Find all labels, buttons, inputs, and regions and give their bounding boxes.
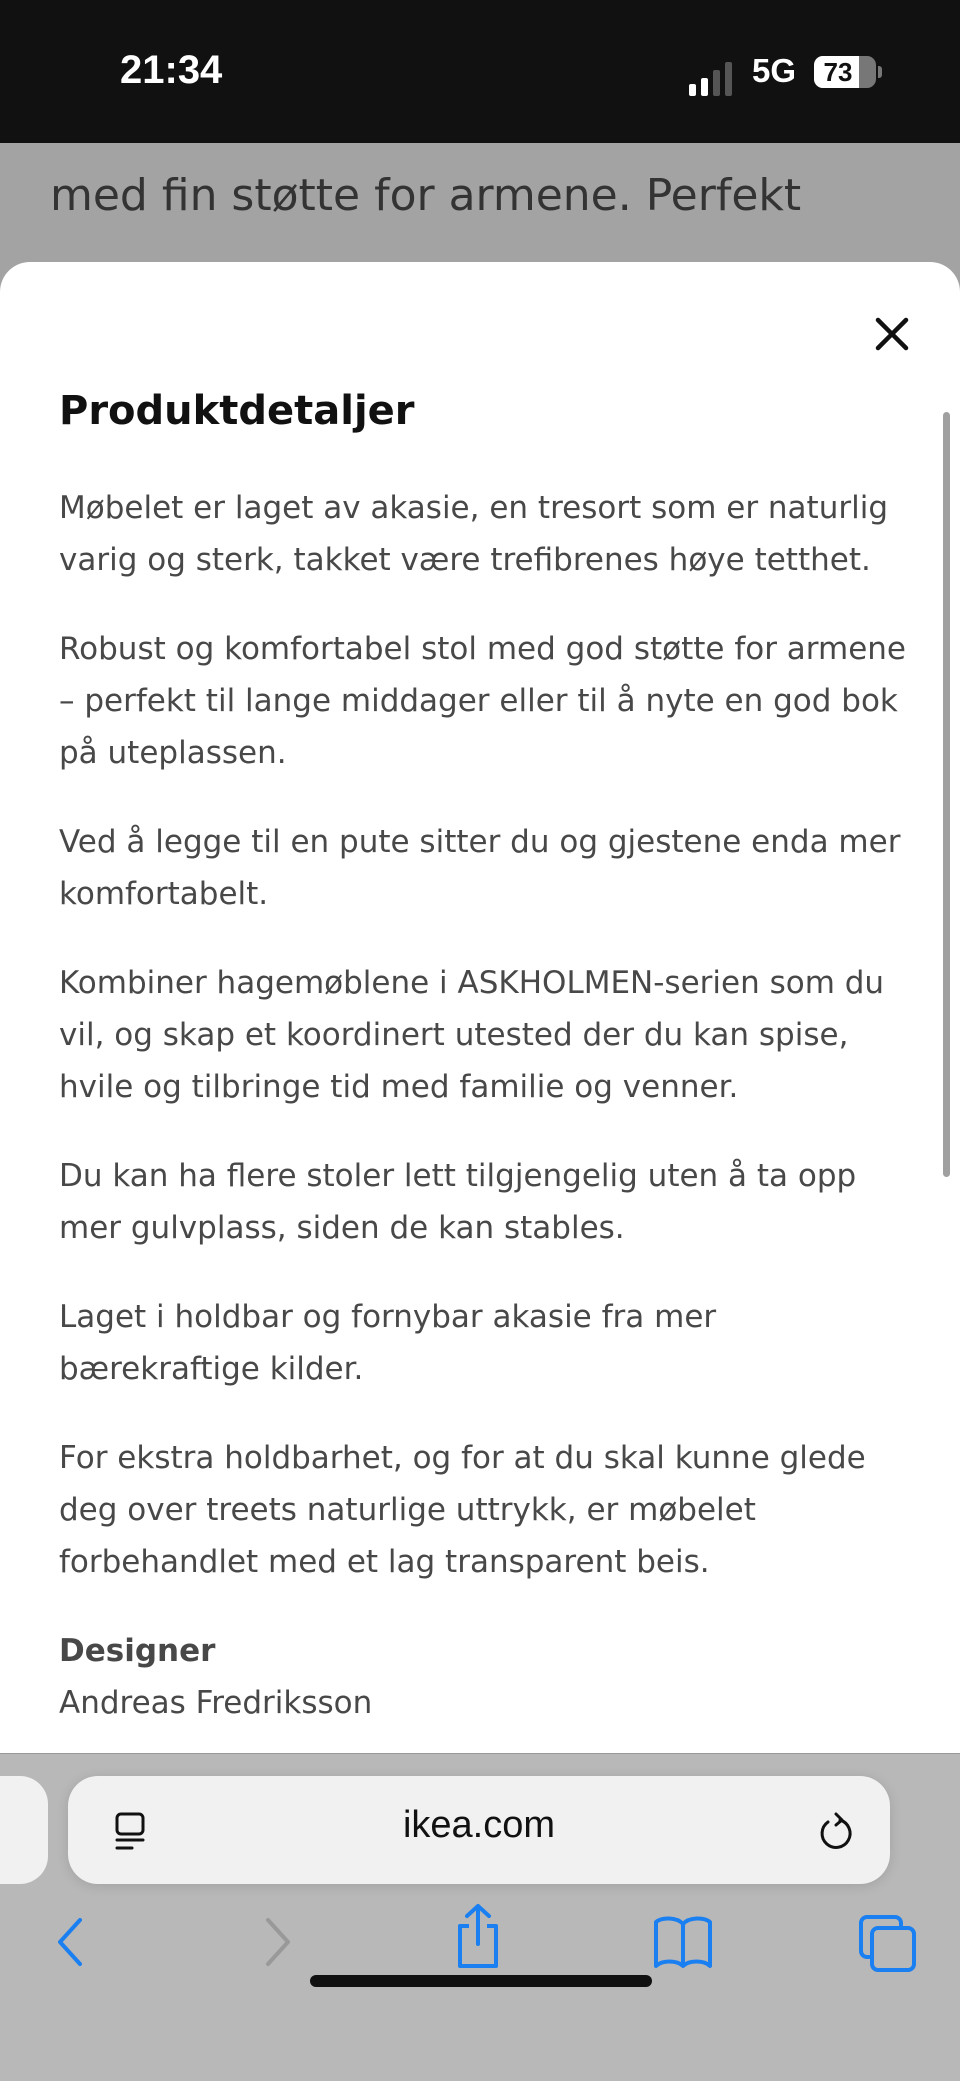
- previous-tab[interactable]: [0, 1776, 48, 1884]
- battery-nub: [878, 66, 882, 78]
- scrollbar[interactable]: [943, 412, 950, 1177]
- tabs-icon[interactable]: [858, 1914, 918, 1974]
- share-icon[interactable]: [452, 1902, 504, 1970]
- paragraph: Du kan ha flere stoler lett tilgjengelig uten å ta opp mer gulvplass, siden de kan stables.: [59, 1158, 857, 1246]
- details-content: [59, 482, 909, 1729]
- product-details-sheet: [0, 262, 960, 1762]
- browser-toolbar: [0, 1753, 960, 2081]
- close-icon: [870, 312, 914, 356]
- paragraph: Møbelet er laget av akasie, en tresort som er naturlig varig og sterk, takket være trefibrenes høye tetthet.: [59, 490, 889, 578]
- clock: 21:34: [120, 48, 223, 92]
- battery-icon: [814, 56, 876, 88]
- background-page-text: med fin støtte for armene. Perfekt: [50, 170, 802, 221]
- paragraph: Robust og komfortabel stol med god støtte for armene – perfekt til lange middager eller til å nyte en god bok på uteplassen.: [59, 631, 906, 771]
- paragraph: Laget i holdbar og fornybar akasie fra mer bærekraftige kilder.: [59, 1299, 717, 1387]
- back-icon[interactable]: [52, 1914, 88, 1970]
- paragraph: For ekstra holdbarhet, og for at du skal kunne glede deg over treets naturlige uttrykk, er møbelet forbehandlet med et lag transparent beis.: [59, 1440, 866, 1580]
- signal-icon: [689, 62, 732, 96]
- url-text: ikea.com: [402, 1804, 556, 1846]
- designer-heading: Designer: [59, 1633, 216, 1669]
- paragraph: Ved å legge til en pute sitter du og gjestene enda mer komfortabelt.: [59, 824, 901, 912]
- forward-icon[interactable]: [260, 1914, 296, 1970]
- paragraph: Kombiner hagemøblene i ASKHOLMEN-serien som du vil, og skap et koordinert utested der du kan spise, hvile og tilbringe tid med familie og venner.: [59, 965, 885, 1105]
- designer-name: Andreas Fredriksson: [59, 1685, 373, 1721]
- bookmarks-icon[interactable]: [652, 1914, 714, 1970]
- battery-level: 73: [823, 57, 853, 87]
- reload-icon[interactable]: [816, 1810, 856, 1854]
- address-bar[interactable]: [68, 1776, 890, 1884]
- sheet-title: Produktdetaljer: [59, 388, 415, 434]
- network-type: 5G: [752, 52, 797, 89]
- home-indicator[interactable]: [310, 1975, 652, 1987]
- close-button[interactable]: [870, 312, 914, 356]
- status-bar: [0, 0, 960, 143]
